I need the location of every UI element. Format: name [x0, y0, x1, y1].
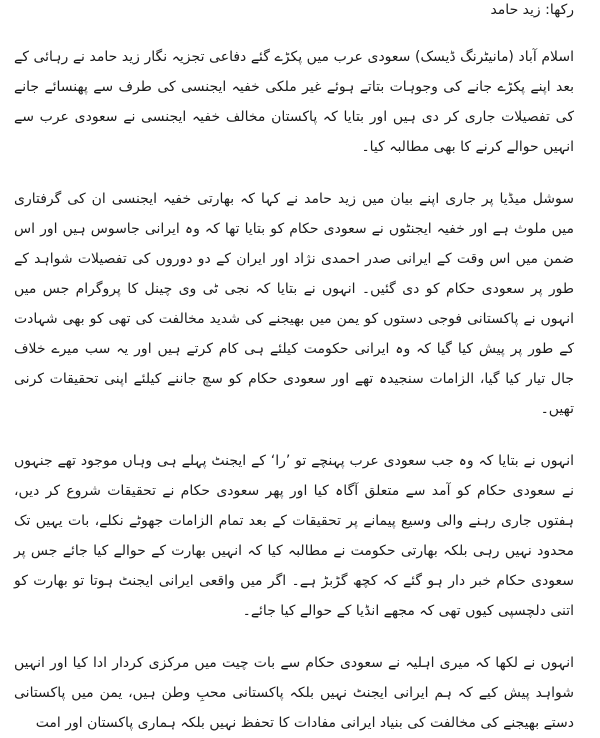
article-paragraph-1: اسلام آباد (مانیٹرنگ ڈیسک) سعودی عرب میں پکڑے گئے دفاعی تجزیہ نگار زید حامد نے رہائی کے بعد اپنے پکڑے جانے کی وجوہات بتاتے ہوئے غیر ملکی خفیہ ایجنسی کی طرف سے پھنسائے جانے کی تفصیلات جاری کر دی ہیں اور بتایا کہ پاکستان مخالف خفیہ ایجنسی نے سعودی عرب سے انہیں حوالے کرنے کا بھی مطالبہ کیا۔ [14, 49, 574, 155]
article-paragraph-2: سوشل میڈیا پر جاری اپنے بیان میں زید حامد نے کہا کہ بھارتی خفیہ ایجنسی ان کی گرفتاری میں ملوث ہے اور خفیہ ایجنٹوں نے سعودی حکام کو بتایا تھا کہ وہ ایرانی جاسوس ہیں اور اس ضمن میں اس وقت کے ایرانی صدر احمدی نژاد اور ایران کے دو دوروں کی تفصیلات شواہد کے طور پر سعودی حکام کو دی گئیں۔ انہوں نے بتایا کہ نجی ٹی وی چینل کا پروگرام جس میں انہوں نے پاکستانی فوجی دستوں کو یمن میں بھیجنے کی شدید مخالفت کی تھی کو بھی شہادت کے طور پر پیش کیا گیا کہ وہ ایرانی حکومت کیلئے ہی کام کرتے ہیں اور یہ سب میرے خلاف جال تیار کیا گیا، الزامات سنجیدہ تھے اور سعودی حکام کو سچ جاننے کیلئے اپنی تحقیقات کرنی تھیں۔ [14, 191, 574, 417]
byline: رکھا: زید حامد [490, 2, 574, 18]
article-paragraph-3: انہوں نے بتایا کہ وہ جب سعودی عرب پہنچے تو ’را‘ کے ایجنٹ پہلے ہی وہاں موجود تھے جنہوں نے سعودی حکام کو آمد سے متعلق آگاہ کیا اور پھر سعودی حکام نے تحقیقات شروع کر دیں، ہفتوں جاری رہنے والی وسیع پیمانے پر تحقیقات کے بعد تمام الزامات جھوٹے نکلے، بات یہیں تک محدود نہیں رہی بلکہ بھارتی حکومت نے مطالبہ کیا کہ انہیں بھارت کے حوالے کیا جائے جس پر سعودی حکام خبر دار ہو گئے کہ کچھ گڑبڑ ہے۔ اگر میں واقعی ایرانی ایجنٹ ہوتا تو بھارت کو اتنی دلچسپی کیوں تھی کہ مجھے انڈیا کے حوالے کیا جائے۔ [14, 453, 574, 619]
article-paragraph-4: انہوں نے لکھا کہ میری اہلیہ نے سعودی حکام سے بات چیت میں مرکزی کردار ادا کیا اور انہیں شواہد پیش کیے کہ ہم ایرانی ایجنٹ نہیں بلکہ پاکستانی محبِ وطن ہیں، یمن میں پاکستانی دستے بھیجنے کی مخالفت کی بنیاد ایرانی مفادات کا تحفظ نہیں بلکہ ہماری پاکستان اور امت [14, 655, 574, 731]
